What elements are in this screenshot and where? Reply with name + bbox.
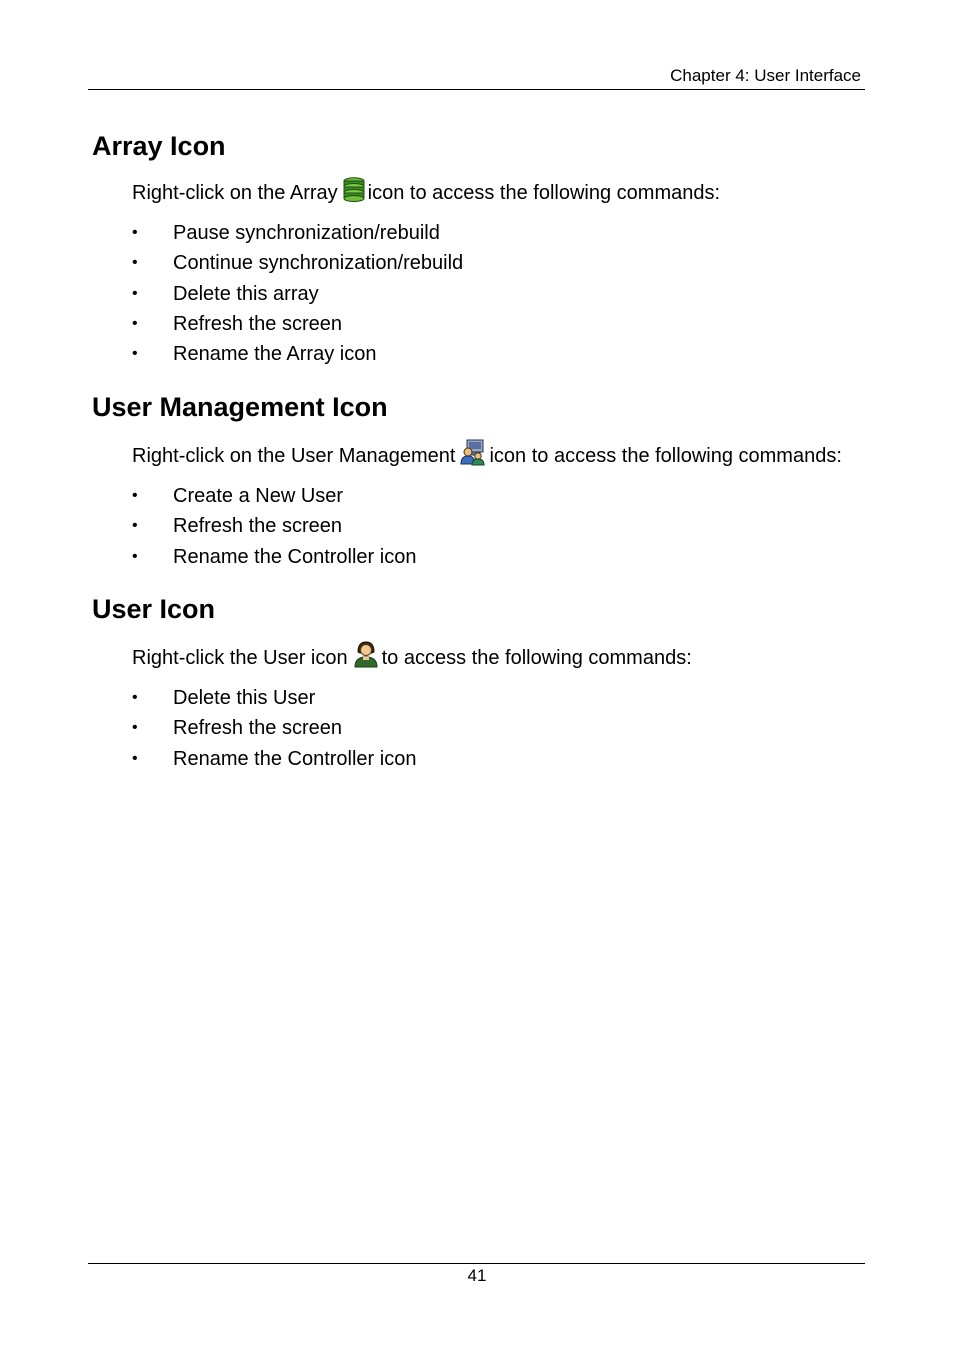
list-item	[132, 744, 872, 774]
intro-text-after: to access the following commands:	[381, 647, 692, 669]
list-item	[132, 542, 872, 572]
section-heading: User Icon	[92, 594, 216, 624]
list-item-text: Delete this array	[173, 282, 319, 305]
user-icon	[352, 640, 380, 677]
section-intro	[132, 438, 872, 475]
chapter-header: Chapter 4: User Interface	[670, 66, 861, 85]
section-intro	[132, 177, 872, 212]
section-intro	[132, 640, 872, 677]
intro-text-after: icon to access the following commands:	[367, 182, 721, 204]
command-list	[132, 481, 872, 572]
list-item	[132, 481, 872, 511]
bullet: •	[132, 689, 138, 706]
command-list	[132, 218, 872, 369]
list-item-text: Rename the Array icon	[173, 343, 377, 366]
bullet: •	[132, 487, 138, 504]
bullet: •	[132, 284, 138, 302]
list-item	[132, 511, 872, 541]
bullet: •	[132, 517, 138, 535]
page-number: 41	[467, 1266, 487, 1285]
bullet: •	[132, 547, 138, 565]
intro-text-before: Right-click on the Array	[132, 182, 338, 204]
bullet: •	[132, 224, 138, 241]
list-item-text: Delete this User	[173, 687, 316, 709]
array-icon	[342, 177, 366, 212]
list-item-text: Refresh the screen	[173, 515, 342, 538]
intro-text-after: icon to access the following commands:	[489, 445, 842, 467]
list-item	[132, 218, 872, 248]
section-user-icon	[92, 593, 872, 774]
list-item-text: Pause synchronization/rebuild	[173, 222, 440, 244]
list-item-text: Rename the Controller icon	[173, 747, 417, 770]
command-list	[132, 683, 872, 774]
list-item	[132, 713, 872, 743]
section-user-management-icon	[92, 391, 872, 572]
list-item-text: Refresh the screen	[173, 312, 342, 335]
section-heading: Array Icon	[92, 131, 226, 161]
header-divider	[88, 89, 865, 90]
list-item	[132, 309, 872, 339]
section-array-icon	[92, 130, 872, 369]
list-item	[132, 683, 872, 713]
section-heading: User Management Icon	[92, 392, 388, 422]
bullet: •	[132, 314, 138, 332]
bullet: •	[132, 254, 138, 272]
list-item	[132, 279, 872, 309]
list-item-text: Refresh the screen	[173, 717, 342, 740]
intro-text-before: Right-click the User icon	[132, 647, 348, 669]
list-item-text: Rename the Controller icon	[173, 545, 417, 568]
intro-text-before: Right-click on the User Management	[132, 445, 456, 467]
list-item	[132, 339, 872, 369]
list-item-text: Create a New User	[173, 485, 344, 507]
list-item	[132, 248, 872, 278]
bullet: •	[132, 719, 138, 737]
footer-divider	[88, 1263, 865, 1264]
list-item-text: Continue synchronization/rebuild	[173, 252, 464, 275]
bullet: •	[132, 749, 138, 767]
user-management-icon	[459, 438, 487, 475]
bullet: •	[132, 345, 138, 363]
